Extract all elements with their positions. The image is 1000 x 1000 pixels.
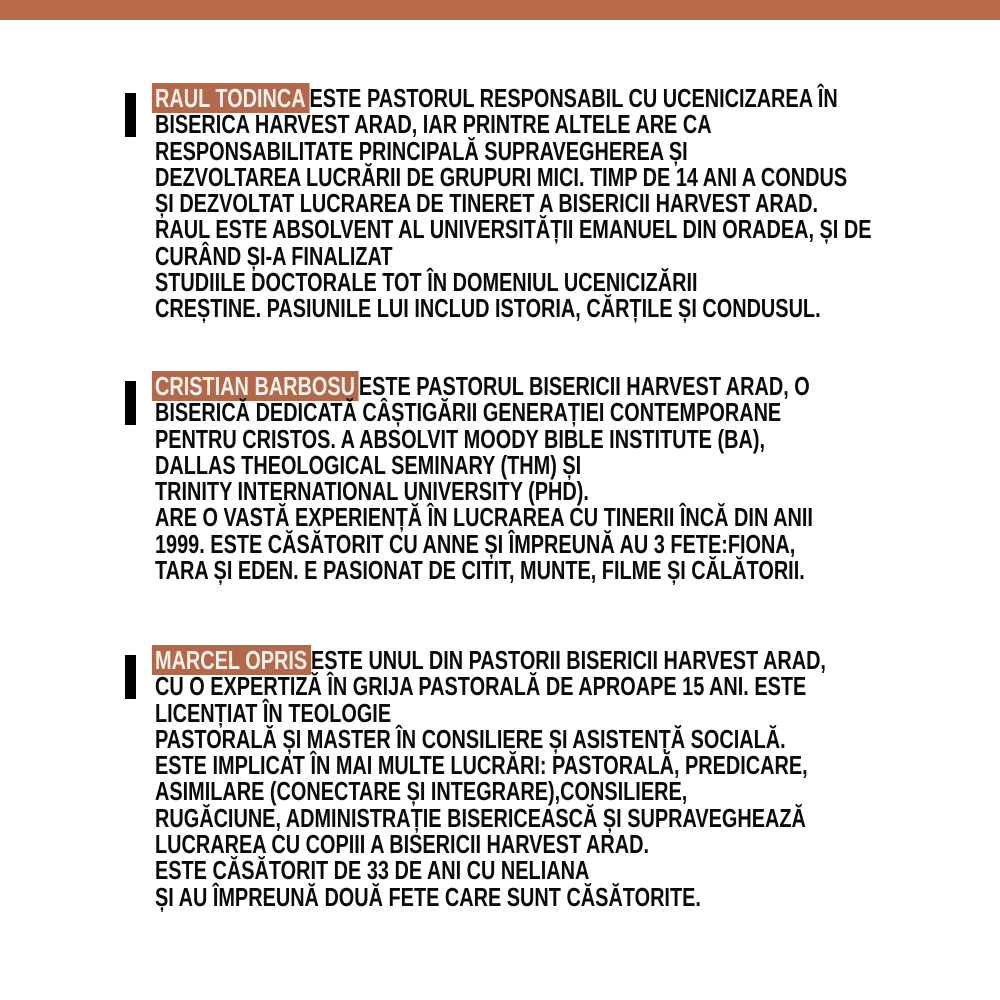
bio-line: 1999. ESTE CĂSĂTORIT CU ANNE ȘI ÎMPREUNĂ AU 3 FETE:FIONA, bbox=[155, 528, 796, 559]
bio-line: DEZVOLTAREA LUCRĂRII DE GRUPURI MICI. TIMP DE 14 ANI A CONDUS bbox=[155, 161, 848, 192]
bio-text bbox=[155, 85, 912, 322]
paragraph-marker-bar bbox=[125, 655, 136, 699]
bio-text bbox=[155, 647, 912, 910]
bio-line: CREȘTINE. PASIUNILE LUI INCLUD ISTORIA, CĂRȚILE ȘI CONDUSUL. bbox=[155, 293, 821, 324]
bio-line: RUGĂCIUNE, ADMINISTRAȚIE BISERICEASCĂ ȘI SUPRAVEGHEAZĂ bbox=[155, 802, 806, 833]
bio-line: LUCRAREA CU COPIII A BISERICII HARVEST ARAD. bbox=[155, 829, 649, 860]
bio-line: TARA ȘI EDEN. E PASIONAT DE CITIT, MUNTE, FILME ȘI CĂLĂTORII. bbox=[155, 555, 805, 586]
bio-line: ESTE IMPLICAT ÎN MAI MULTE LUCRĂRI: PASTORALĂ, PREDICARE, bbox=[155, 750, 808, 781]
bio-line: PASTORALĂ ȘI MASTER ÎN CONSILIERE ȘI ASISTENȚĂ SOCIALĂ. bbox=[155, 723, 786, 754]
bio-line: ȘI DEZVOLTAT LUCRAREA DE TINERET A BISERICII HARVEST ARAD. bbox=[155, 188, 819, 219]
bio-line: DALLAS THEOLOGICAL SEMINARY (THM) ȘI bbox=[155, 449, 582, 480]
bio-first-line bbox=[155, 373, 912, 399]
bio-line: ARE O VASTĂ EXPERIENȚĂ ÎN LUCRAREA CU TINERII ÎNCĂ DIN ANII bbox=[155, 502, 813, 533]
bio-line: BISERICA HARVEST ARAD, IAR PRINTRE ALTELE ARE CA bbox=[155, 109, 712, 140]
bio-line: BISERICĂ DEDICATĂ CÂȘTIGĂRII GENERAȚIEI CONTEMPORANE bbox=[155, 397, 782, 428]
bio-line: RAUL ESTE ABSOLVENT AL UNIVERSITĂȚII EMANUEL DIN ORADEA, ȘI DE bbox=[155, 214, 872, 245]
bio-line: ESTE CĂSĂTORIT DE 33 DE ANI CU NELIANA bbox=[155, 855, 590, 886]
bio-line: TRINITY INTERNATIONAL UNIVERSITY (PHD). bbox=[155, 476, 589, 507]
bio-line: CURÂND ȘI-A FINALIZAT bbox=[155, 240, 393, 271]
bio-paragraph bbox=[125, 371, 985, 586]
bio-line: ȘI AU ÎMPREUNĂ DOUĂ FETE CARE SUNT CĂSĂTORITE. bbox=[155, 881, 701, 912]
pastor-name-highlight: CRISTIAN BARBOSU bbox=[152, 371, 359, 401]
bio-line: PENTRU CRISTOS. A ABSOLVIT MOODY BIBLE INSTITUTE (BA), bbox=[155, 423, 765, 454]
paragraph-marker-bar bbox=[125, 93, 136, 137]
bio-first-line-rest: ESTE PASTORUL RESPONSABIL CU UCENICIZAREA ÎN bbox=[309, 83, 838, 113]
bio-line: ASIMILARE (CONECTARE ȘI INTEGRARE),CONSILIERE, bbox=[155, 776, 688, 807]
bio-line: LICENȚIAT ÎN TEOLOGIE bbox=[155, 697, 392, 728]
bio-line: CU O EXPERTIZĂ ÎN GRIJA PASTORALĂ DE APROAPE 15 ANI. ESTE bbox=[155, 671, 807, 702]
bio-first-line-rest: ESTE UNUL DIN PASTORII BISERICII HARVEST ARAD, bbox=[310, 645, 826, 675]
bio-paragraph bbox=[125, 85, 985, 322]
pastor-name-highlight: MARCEL OPRIS bbox=[152, 645, 311, 675]
bio-first-line-rest: ESTE PASTORUL BISERICII HARVEST ARAD, O bbox=[358, 371, 810, 401]
bio-text bbox=[155, 371, 912, 586]
bio-first-line bbox=[155, 85, 912, 111]
top-accent-band bbox=[0, 0, 1000, 20]
bio-line: STUDIILE DOCTORALE TOT ÎN DOMENIUL UCENICIZĂRII bbox=[155, 267, 698, 298]
bio-line: RESPONSABILITATE PRINCIPALĂ SUPRAVEGHEREA ȘI bbox=[155, 135, 688, 166]
bio-first-line bbox=[155, 647, 912, 673]
bio-paragraph bbox=[125, 647, 985, 910]
paragraph-marker-bar bbox=[125, 381, 136, 425]
pastor-name-highlight: RAUL TODINCA bbox=[152, 83, 310, 113]
